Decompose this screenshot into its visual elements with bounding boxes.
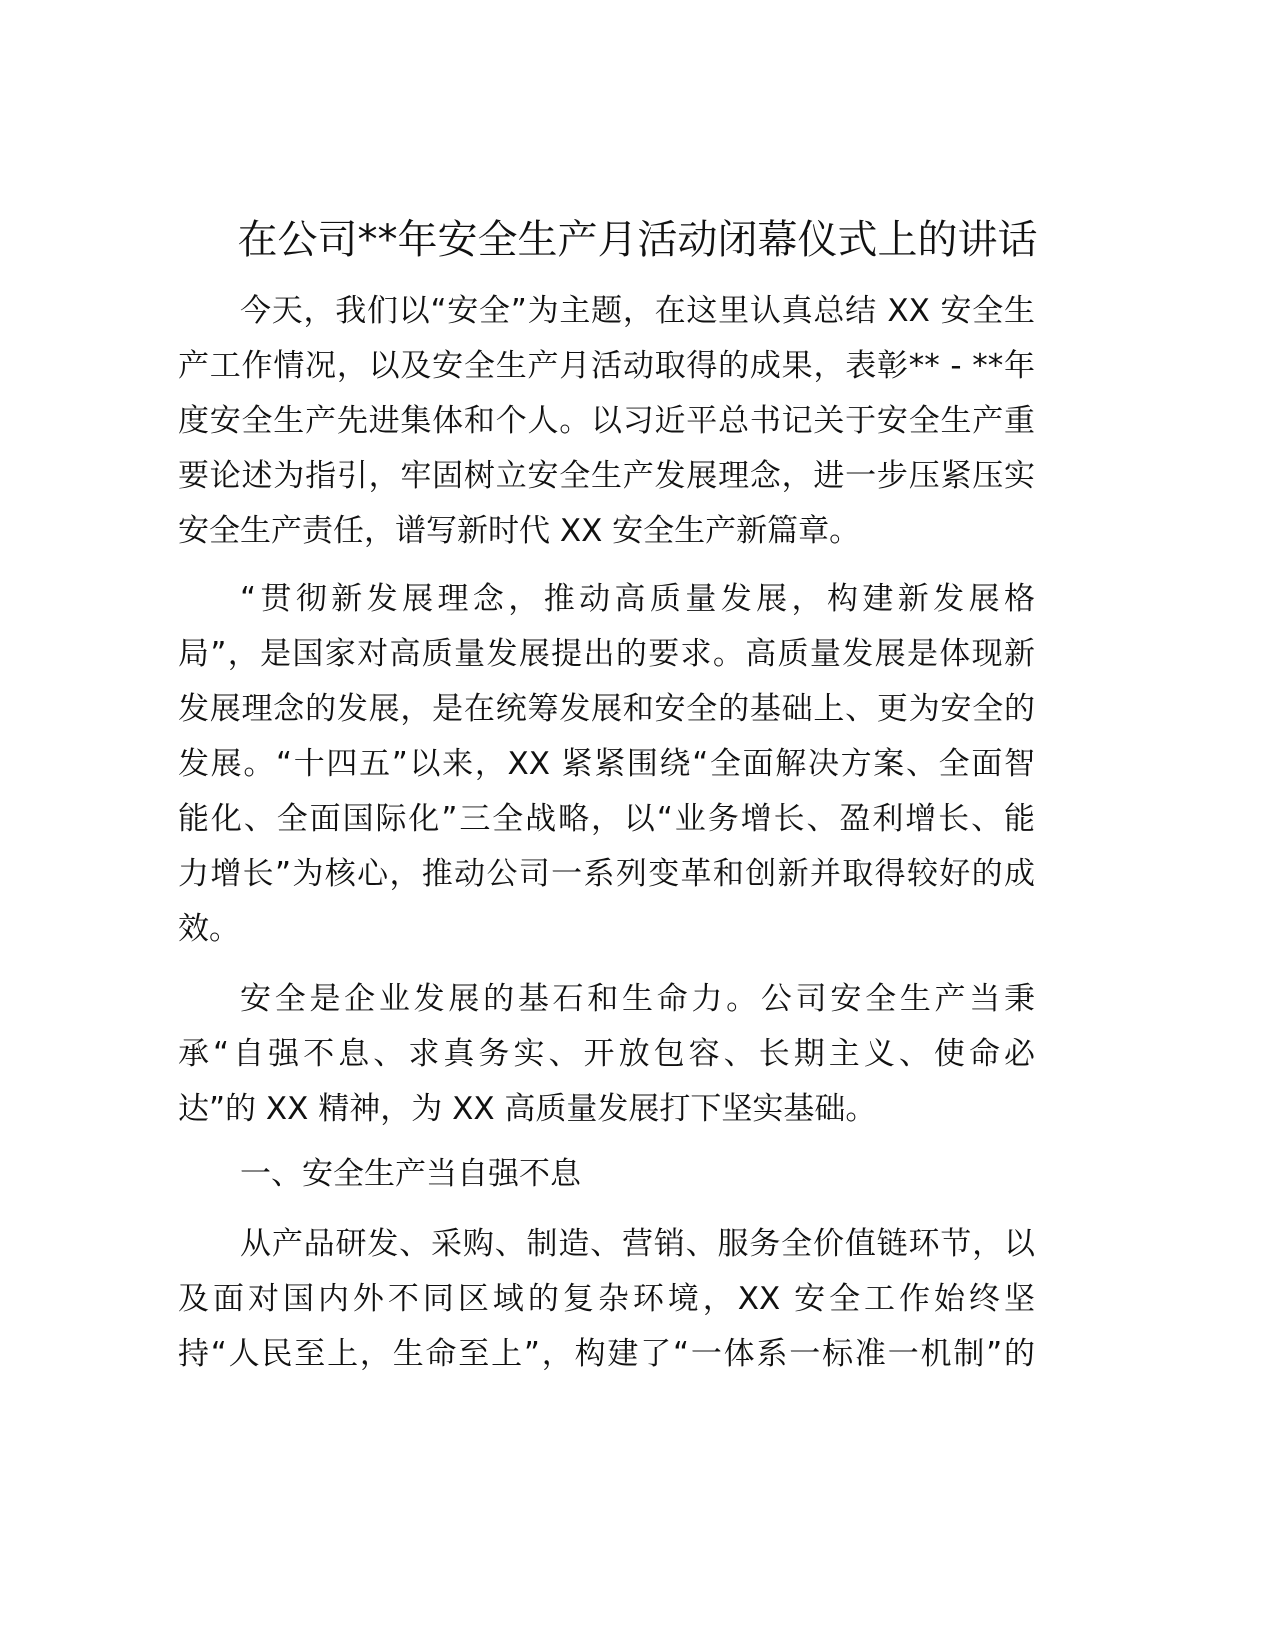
paragraph-section-1 bbox=[178, 1217, 1035, 1382]
text-line: 达”的 XX 精神，为 XX 高质量发展打下坚实基础。 bbox=[178, 1091, 877, 1127]
text-line: “贯彻新发展理念，推动高质量发展，构建新发展格 bbox=[240, 581, 1035, 617]
text-line: 发展。“十四五”以来，XX 紧紧围绕“全面解决方案、全面智 bbox=[178, 746, 1035, 782]
text-line: 发展理念的发展，是在统筹发展和安全的基础上、更为安全的 bbox=[178, 691, 1035, 727]
text-line: 局”，是国家对高质量发展提出的要求。高质量发展是体现新 bbox=[178, 636, 1035, 672]
text-line: 持“人民至上，生命至上”，构建了“一体系一标准一机制”的 bbox=[178, 1336, 1035, 1372]
paragraph-safety-foundation bbox=[178, 972, 1035, 1137]
text-line: 度安全生产先进集体和个人。以习近平总书记关于安全生产重 bbox=[178, 403, 1035, 439]
text-line: 效。 bbox=[178, 911, 240, 947]
text-line: 承“自强不息、求真务实、开放包容、长期主义、使命必 bbox=[178, 1036, 1035, 1072]
text-line: 从产品研发、采购、制造、营销、服务全价值链环节，以 bbox=[240, 1226, 1035, 1262]
document-title: 在公司**年安全生产月活动闭幕仪式上的讲话 bbox=[237, 217, 1038, 263]
paragraph-high-quality-development bbox=[178, 572, 1035, 957]
text-line: 今天，我们以“安全”为主题，在这里认真总结 XX 安全生 bbox=[240, 293, 1035, 329]
text-line: 能化、全面国际化”三全战略，以“业务增长、盈利增长、能 bbox=[178, 801, 1035, 837]
text-line: 力增长”为核心，推动公司一系列变革和创新并取得较好的成 bbox=[178, 856, 1035, 892]
text-line: 要论述为指引，牢固树立安全生产发展理念，进一步压紧压实 bbox=[178, 458, 1035, 494]
text-line: 及面对国内外不同区域的复杂环境，XX 安全工作始终坚 bbox=[178, 1281, 1035, 1317]
text-line: 安全生产责任，谱写新时代 XX 安全生产新篇章。 bbox=[178, 513, 861, 549]
text-line: 产工作情况，以及安全生产月活动取得的成果，表彰** - **年 bbox=[178, 348, 1035, 384]
section-heading-1 bbox=[178, 1147, 1035, 1202]
text-line: 一、安全生产当自强不息 bbox=[240, 1156, 581, 1192]
paragraph-intro bbox=[178, 284, 1035, 559]
text-line: 安全是企业发展的基石和生命力。公司安全生产当秉 bbox=[240, 981, 1035, 1017]
